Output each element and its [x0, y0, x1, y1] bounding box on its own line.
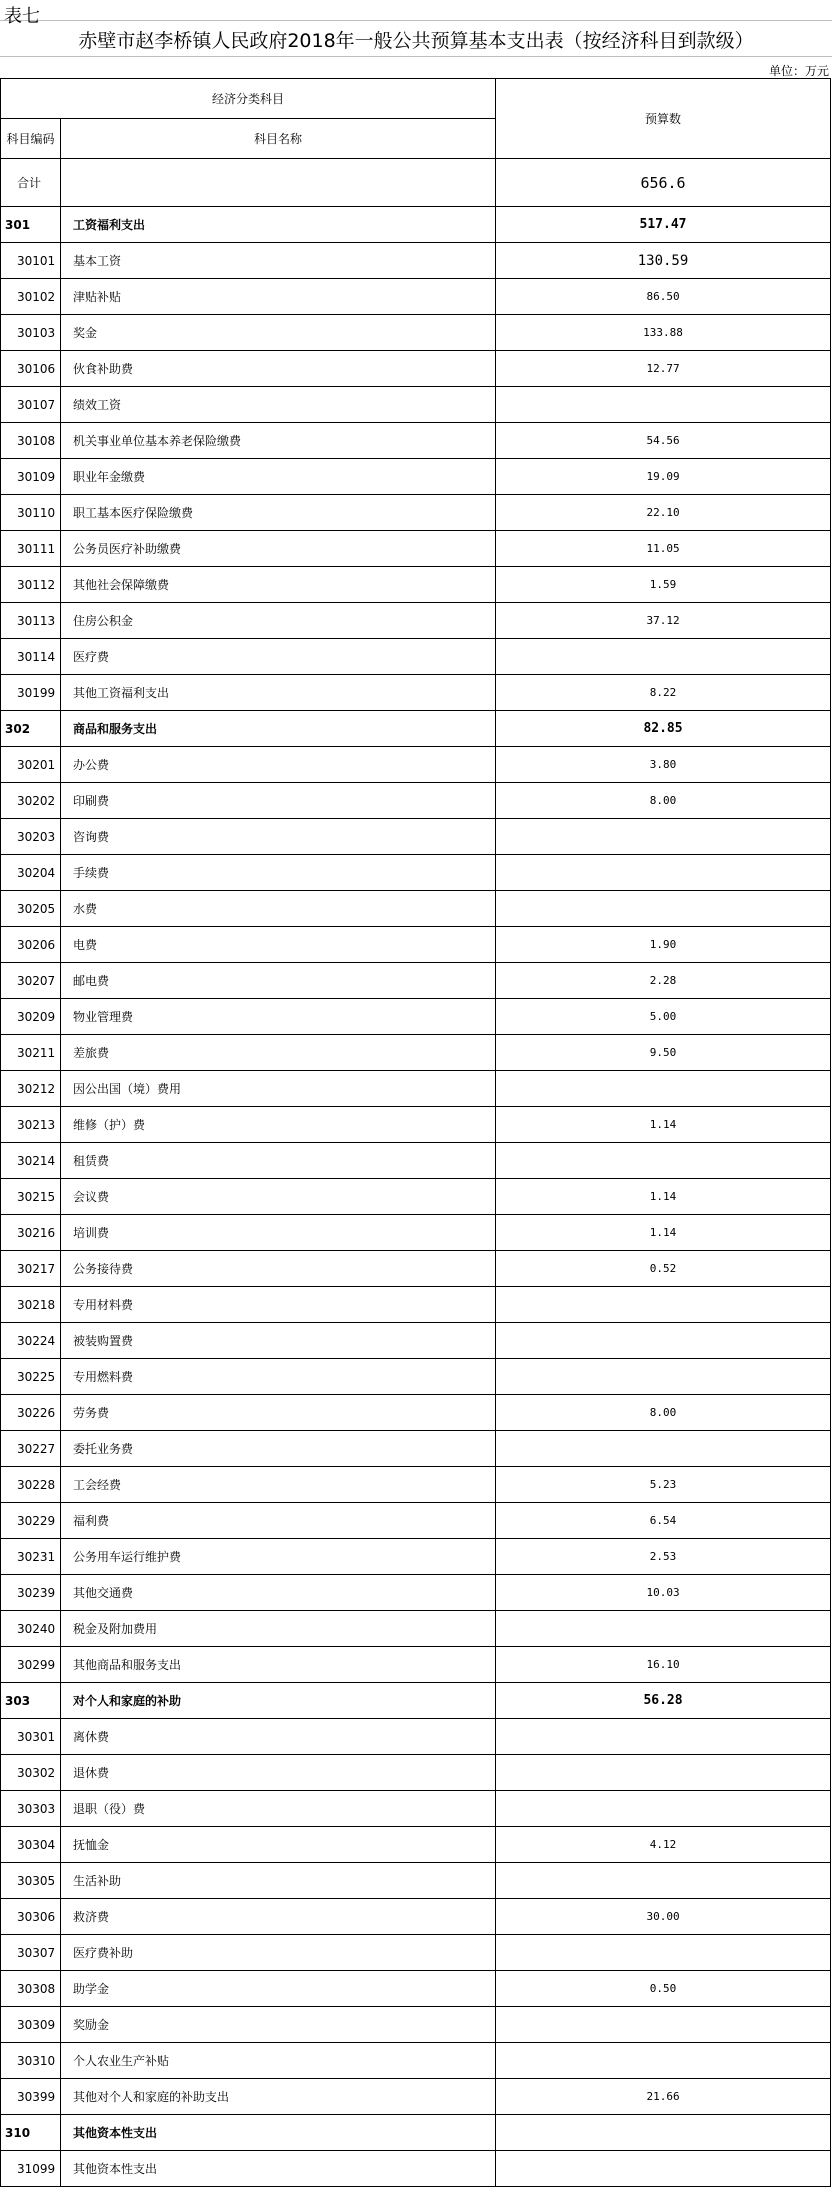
table-row	[1, 1179, 831, 1215]
table-row	[1, 819, 831, 855]
table-row	[1, 243, 831, 279]
divider	[0, 56, 832, 57]
item-name: 离休费	[61, 1719, 496, 1755]
item-amount	[496, 1431, 831, 1467]
item-code: 30231	[1, 1539, 61, 1575]
item-code: 30212	[1, 1071, 61, 1107]
item-name: 公务员医疗补助缴费	[61, 531, 496, 567]
item-amount	[496, 2115, 831, 2151]
item-code: 30301	[1, 1719, 61, 1755]
item-amount: 1.14	[496, 1107, 831, 1143]
item-code: 301	[1, 207, 61, 243]
item-name: 电费	[61, 927, 496, 963]
table-row	[1, 1323, 831, 1359]
item-name: 劳务费	[61, 1395, 496, 1431]
table-row	[1, 1503, 831, 1539]
table-row	[1, 351, 831, 387]
table-row	[1, 1287, 831, 1323]
table-row	[1, 1827, 831, 1863]
item-name: 绩效工资	[61, 387, 496, 423]
table-row	[1, 567, 831, 603]
table-row	[1, 603, 831, 639]
item-code: 30239	[1, 1575, 61, 1611]
item-name: 印刷费	[61, 783, 496, 819]
page-title: 赤壁市赵李桥镇人民政府2018年一般公共预算基本支出表（按经济科目到款级）	[78, 30, 754, 52]
header-amount: 预算数	[496, 79, 831, 159]
table-row	[1, 675, 831, 711]
item-code: 30108	[1, 423, 61, 459]
item-name: 救济费	[61, 1899, 496, 1935]
item-amount: 130.59	[496, 243, 831, 279]
item-amount: 10.03	[496, 1575, 831, 1611]
table-row	[1, 459, 831, 495]
item-name: 公务接待费	[61, 1251, 496, 1287]
item-name: 维修（护）费	[61, 1107, 496, 1143]
header-name: 科目名称	[61, 119, 496, 159]
item-code: 30203	[1, 819, 61, 855]
item-name: 其他资本性支出	[61, 2115, 496, 2151]
item-name: 奖金	[61, 315, 496, 351]
item-name: 医疗费补助	[61, 1935, 496, 1971]
item-name: 生活补助	[61, 1863, 496, 1899]
item-amount	[496, 2151, 831, 2187]
item-code: 30216	[1, 1215, 61, 1251]
item-code: 30227	[1, 1431, 61, 1467]
item-amount	[496, 1323, 831, 1359]
item-name: 水费	[61, 891, 496, 927]
header-group: 经济分类科目	[1, 79, 496, 119]
item-name: 福利费	[61, 1503, 496, 1539]
item-name: 其他对个人和家庭的补助支出	[61, 2079, 496, 2115]
item-name: 退休费	[61, 1755, 496, 1791]
category-row	[1, 1683, 831, 1719]
item-amount	[496, 1143, 831, 1179]
table-row	[1, 1035, 831, 1071]
item-amount	[496, 2043, 831, 2079]
item-code: 30299	[1, 1647, 61, 1683]
item-code: 30240	[1, 1611, 61, 1647]
item-name: 其他交通费	[61, 1575, 496, 1611]
item-name: 其他社会保障缴费	[61, 567, 496, 603]
item-code: 30110	[1, 495, 61, 531]
item-name: 物业管理费	[61, 999, 496, 1035]
header-code: 科目编码	[1, 119, 61, 159]
item-code: 30209	[1, 999, 61, 1035]
item-amount: 8.00	[496, 1395, 831, 1431]
item-code: 303	[1, 1683, 61, 1719]
table-row	[1, 1539, 831, 1575]
table-row	[1, 387, 831, 423]
table-row	[1, 927, 831, 963]
item-name: 退职（役）费	[61, 1791, 496, 1827]
item-code: 30199	[1, 675, 61, 711]
item-code: 30303	[1, 1791, 61, 1827]
item-amount	[496, 1071, 831, 1107]
item-code: 30205	[1, 891, 61, 927]
item-code: 30102	[1, 279, 61, 315]
item-name: 会议费	[61, 1179, 496, 1215]
table-row	[1, 1467, 831, 1503]
item-name: 伙食补助费	[61, 351, 496, 387]
item-code: 30217	[1, 1251, 61, 1287]
item-code: 30113	[1, 603, 61, 639]
item-name: 被装购置费	[61, 1323, 496, 1359]
item-code: 30112	[1, 567, 61, 603]
table-row	[1, 1251, 831, 1287]
item-code: 30101	[1, 243, 61, 279]
item-amount: 8.00	[496, 783, 831, 819]
item-name: 商品和服务支出	[61, 711, 496, 747]
category-row	[1, 207, 831, 243]
table-row	[1, 1143, 831, 1179]
item-name: 其他工资福利支出	[61, 675, 496, 711]
item-name: 培训费	[61, 1215, 496, 1251]
item-code: 30224	[1, 1323, 61, 1359]
table-row	[1, 1899, 831, 1935]
item-code: 30302	[1, 1755, 61, 1791]
item-code: 30309	[1, 2007, 61, 2043]
table-row	[1, 639, 831, 675]
item-name: 津贴补贴	[61, 279, 496, 315]
table-row	[1, 1755, 831, 1791]
item-amount: 12.77	[496, 351, 831, 387]
header-row	[1, 79, 831, 119]
table-row	[1, 423, 831, 459]
total-row	[1, 159, 831, 207]
item-code: 30399	[1, 2079, 61, 2115]
item-name: 其他商品和服务支出	[61, 1647, 496, 1683]
item-name: 机关事业单位基本养老保险缴费	[61, 423, 496, 459]
item-name: 税金及附加费用	[61, 1611, 496, 1647]
item-amount	[496, 387, 831, 423]
table-row	[1, 315, 831, 351]
item-code: 30214	[1, 1143, 61, 1179]
table-row	[1, 1611, 831, 1647]
item-name: 手续费	[61, 855, 496, 891]
item-amount: 0.50	[496, 1971, 831, 2007]
category-row	[1, 711, 831, 747]
table-row	[1, 1431, 831, 1467]
total-amount: 656.6	[496, 159, 831, 207]
item-code: 30207	[1, 963, 61, 999]
item-amount	[496, 1791, 831, 1827]
table-row	[1, 1971, 831, 2007]
category-row	[1, 2115, 831, 2151]
table-row	[1, 1719, 831, 1755]
item-amount: 6.54	[496, 1503, 831, 1539]
total-name	[61, 159, 496, 207]
budget-table	[0, 78, 831, 2187]
item-code: 30305	[1, 1863, 61, 1899]
item-name: 抚恤金	[61, 1827, 496, 1863]
item-amount: 54.56	[496, 423, 831, 459]
item-code: 30226	[1, 1395, 61, 1431]
item-name: 差旅费	[61, 1035, 496, 1071]
item-amount: 82.85	[496, 711, 831, 747]
table-row	[1, 2043, 831, 2079]
item-amount	[496, 639, 831, 675]
table-row	[1, 1935, 831, 1971]
table-row	[1, 1359, 831, 1395]
item-code: 30103	[1, 315, 61, 351]
item-name: 专用燃料费	[61, 1359, 496, 1395]
item-amount	[496, 1287, 831, 1323]
item-code: 30111	[1, 531, 61, 567]
item-amount	[496, 1719, 831, 1755]
item-code: 30218	[1, 1287, 61, 1323]
item-amount: 133.88	[496, 315, 831, 351]
item-amount: 5.23	[496, 1467, 831, 1503]
table-row	[1, 531, 831, 567]
table-row	[1, 1647, 831, 1683]
item-code: 30229	[1, 1503, 61, 1539]
item-code: 30109	[1, 459, 61, 495]
table-row	[1, 495, 831, 531]
item-code: 30307	[1, 1935, 61, 1971]
total-label: 合计	[1, 159, 61, 207]
item-amount: 1.14	[496, 1179, 831, 1215]
item-name: 邮电费	[61, 963, 496, 999]
item-amount	[496, 1755, 831, 1791]
item-amount	[496, 1863, 831, 1899]
item-name: 工资福利支出	[61, 207, 496, 243]
item-amount	[496, 2007, 831, 2043]
item-amount: 1.59	[496, 567, 831, 603]
item-amount	[496, 819, 831, 855]
item-amount: 11.05	[496, 531, 831, 567]
table-row	[1, 1107, 831, 1143]
item-code: 30107	[1, 387, 61, 423]
item-name: 工会经费	[61, 1467, 496, 1503]
item-amount: 9.50	[496, 1035, 831, 1071]
table-row	[1, 1791, 831, 1827]
item-name: 租赁费	[61, 1143, 496, 1179]
item-amount: 56.28	[496, 1683, 831, 1719]
item-amount: 4.12	[496, 1827, 831, 1863]
table-row	[1, 783, 831, 819]
item-name: 职工基本医疗保险缴费	[61, 495, 496, 531]
item-name: 个人农业生产补贴	[61, 2043, 496, 2079]
item-name: 因公出国（境）费用	[61, 1071, 496, 1107]
table-row	[1, 2079, 831, 2115]
item-code: 30204	[1, 855, 61, 891]
item-code: 30201	[1, 747, 61, 783]
item-code: 30206	[1, 927, 61, 963]
item-amount: 16.10	[496, 1647, 831, 1683]
item-code: 30213	[1, 1107, 61, 1143]
item-code: 30308	[1, 1971, 61, 2007]
item-amount: 22.10	[496, 495, 831, 531]
item-name: 咨询费	[61, 819, 496, 855]
item-amount: 86.50	[496, 279, 831, 315]
item-name: 奖励金	[61, 2007, 496, 2043]
item-amount: 0.52	[496, 1251, 831, 1287]
table-row	[1, 1863, 831, 1899]
item-code: 302	[1, 711, 61, 747]
item-code: 31099	[1, 2151, 61, 2187]
table-label: 表七	[4, 6, 40, 27]
item-amount: 517.47	[496, 207, 831, 243]
item-name: 助学金	[61, 1971, 496, 2007]
item-amount: 2.28	[496, 963, 831, 999]
item-name: 职业年金缴费	[61, 459, 496, 495]
table-row	[1, 1215, 831, 1251]
item-amount: 1.14	[496, 1215, 831, 1251]
item-code: 310	[1, 2115, 61, 2151]
item-amount	[496, 1359, 831, 1395]
item-amount: 5.00	[496, 999, 831, 1035]
item-amount	[496, 855, 831, 891]
item-code: 30225	[1, 1359, 61, 1395]
table-row	[1, 963, 831, 999]
item-code: 30310	[1, 2043, 61, 2079]
item-amount: 2.53	[496, 1539, 831, 1575]
table-row	[1, 1071, 831, 1107]
item-name: 办公费	[61, 747, 496, 783]
table-row	[1, 2007, 831, 2043]
table-row	[1, 2151, 831, 2187]
item-amount	[496, 891, 831, 927]
item-amount: 37.12	[496, 603, 831, 639]
item-name: 其他资本性支出	[61, 2151, 496, 2187]
item-code: 30106	[1, 351, 61, 387]
item-code: 30215	[1, 1179, 61, 1215]
item-amount: 30.00	[496, 1899, 831, 1935]
item-amount: 1.90	[496, 927, 831, 963]
item-name: 委托业务费	[61, 1431, 496, 1467]
item-code: 30114	[1, 639, 61, 675]
item-amount	[496, 1611, 831, 1647]
table-row	[1, 279, 831, 315]
table-row	[1, 999, 831, 1035]
item-name: 医疗费	[61, 639, 496, 675]
divider	[0, 20, 832, 21]
item-code: 30306	[1, 1899, 61, 1935]
table-row	[1, 1575, 831, 1611]
table-row	[1, 891, 831, 927]
item-code: 30304	[1, 1827, 61, 1863]
item-amount: 19.09	[496, 459, 831, 495]
item-name: 公务用车运行维护费	[61, 1539, 496, 1575]
item-code: 30202	[1, 783, 61, 819]
item-name: 住房公积金	[61, 603, 496, 639]
item-name: 基本工资	[61, 243, 496, 279]
item-name: 对个人和家庭的补助	[61, 1683, 496, 1719]
item-amount: 3.80	[496, 747, 831, 783]
table-row	[1, 1395, 831, 1431]
item-amount	[496, 1935, 831, 1971]
item-amount: 21.66	[496, 2079, 831, 2115]
item-code: 30228	[1, 1467, 61, 1503]
item-code: 30211	[1, 1035, 61, 1071]
unit-label: 单位：万元	[768, 64, 829, 78]
item-name: 专用材料费	[61, 1287, 496, 1323]
table-row	[1, 747, 831, 783]
table-row	[1, 855, 831, 891]
item-amount: 8.22	[496, 675, 831, 711]
